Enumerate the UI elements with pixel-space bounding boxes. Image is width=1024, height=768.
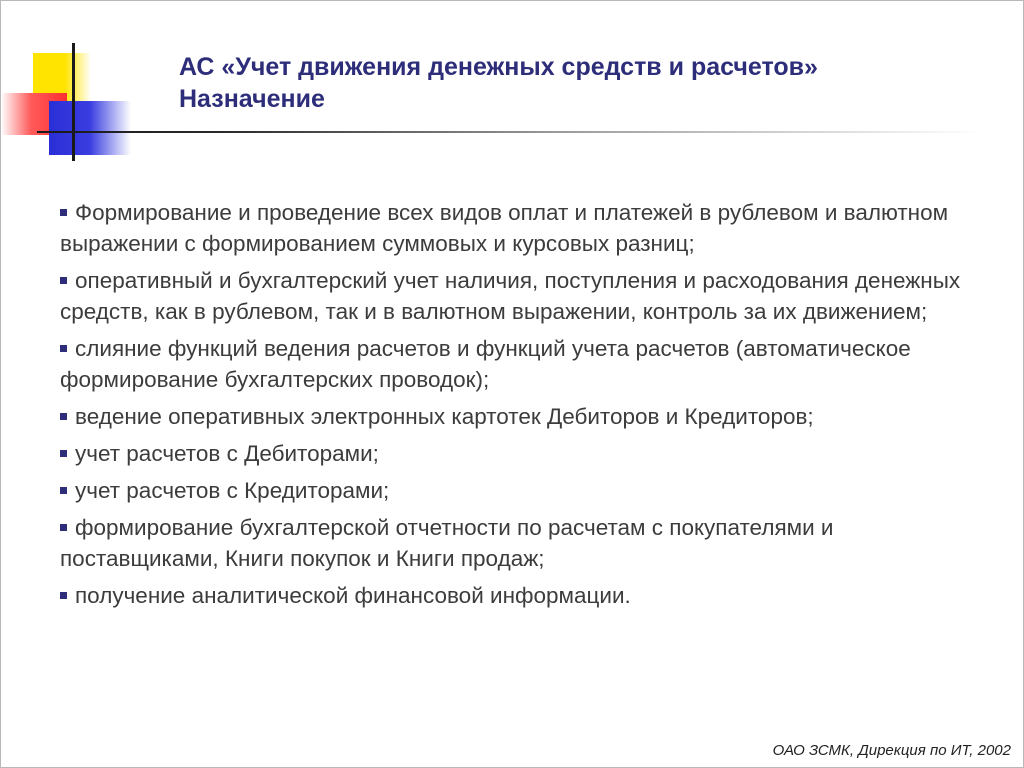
bullet-square-icon (60, 277, 67, 284)
list-item-text: ведение оперативных электронных картотек Дебиторов и Кредиторов; (75, 404, 814, 429)
list-item (60, 401, 980, 432)
list-item-text: учет расчетов с Кредиторами; (75, 478, 390, 503)
bullet-square-icon (60, 413, 67, 420)
list-item (60, 197, 980, 259)
list-item (60, 333, 980, 395)
bullet-square-icon (60, 345, 67, 352)
list-item-text: оперативный и бухгалтерский учет наличия, поступления и расходования денежных средств, как в рублевом, так и в валютном выражении, контроль за их движением; (60, 268, 961, 324)
list-item-text: Формирование и проведение всех видов оплат и платежей в рублевом и валютном выражении с формированием суммовых и курсовых разниц; (60, 200, 949, 256)
bullet-square-icon (60, 209, 67, 216)
list-item (60, 265, 980, 327)
emblem-vertical-line (72, 43, 75, 161)
decorative-emblem (1, 1, 141, 171)
emblem-blue-square (49, 101, 131, 155)
slide-footer: ОАО ЗСМК, Дирекция по ИТ, 2002 (772, 742, 1011, 759)
list-item (60, 580, 980, 611)
list-item (60, 512, 980, 574)
bullet-square-icon (60, 450, 67, 457)
bullet-square-icon (60, 592, 67, 599)
list-item-text: формирование бухгалтерской отчетности по расчетам с покупателями и поставщиками, Книги покупок и Книги продаж; (60, 515, 834, 571)
title-line-1: АС «Учет движения денежных средств и расчетов» (179, 53, 818, 81)
bullet-list (60, 197, 980, 617)
list-item-text: получение аналитической финансовой информации. (75, 583, 631, 608)
slide-title (179, 51, 979, 115)
list-item (60, 438, 980, 469)
list-item (60, 475, 980, 506)
title-line-2: Назначение (179, 85, 325, 113)
list-item-text: учет расчетов с Дебиторами; (75, 441, 379, 466)
list-item-text: слияние функций ведения расчетов и функций учета расчетов (автоматическое формирование бухгалтерских проводок); (60, 336, 911, 392)
bullet-square-icon (60, 524, 67, 531)
title-underline (37, 131, 981, 133)
bullet-square-icon (60, 487, 67, 494)
